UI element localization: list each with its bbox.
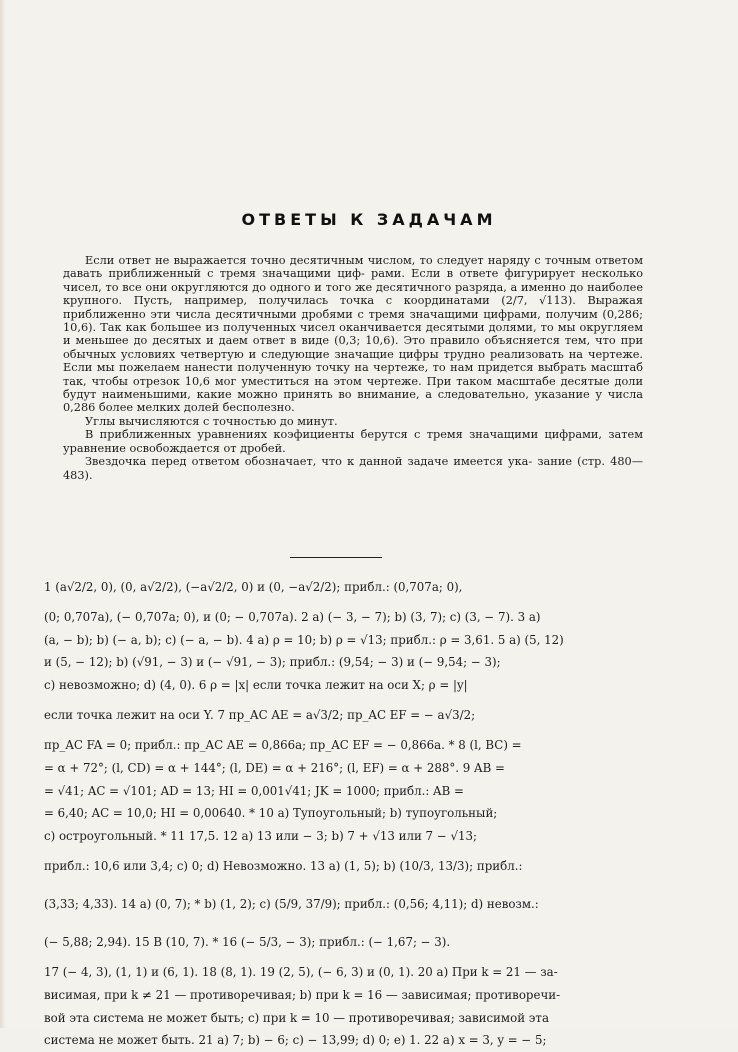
answer-line: и (5, − 12); b) (√91, − 3) и (− √91, − 3); прибл.: (9,54; − 3) и (− 9,54; − 3); (44, 655, 501, 670)
answer-line: c) остроугольный. * 11 17,5. 12 a) 13 или − 3; b) 7 + √13 или 7 − √13; (44, 828, 477, 843)
page-title: ОТВЕТЫ К ЗАДАЧАМ (241, 210, 497, 229)
answer-line: вой эта система не может быть; c) при k = 10 — противоречивая; зависимой эта (44, 1010, 549, 1025)
answer-line: (a, − b); b) (− a, b); c) (− a, − b). 4 a) ρ = 10; b) ρ = √13; прибл.: ρ = 3,61. 5 a) (5, 12) (44, 632, 564, 647)
answer-line: c) невозможно; d) (4, 0). 6 ρ = |x| если точка лежит на оси X; ρ = |y| (44, 677, 468, 692)
answer-line: (− 5,88; 2,94). 15 B (10, 7). * 16 (− 5/3, − 3); прибл.: (− 1,67; − 3). (44, 935, 451, 950)
intro-paragraph-3: В приближенных уравнениях коэфициенты берутся с тремя значащими цифрами, затем уравнение освобождается от дробей. (63, 428, 644, 455)
page-edge (0, 0, 6, 1028)
answers-block (44, 568, 646, 1052)
answer-line: = 6,40; AC = 10,0; HI = 0,00640. * 10 a) Тупоугольный; b) тупоугольный; (44, 806, 498, 821)
answer-line: висимая, при k ≠ 21 — противоречивая; b) при k = 16 — зависимая; противоречи- (44, 987, 561, 1002)
intro-text (63, 254, 643, 482)
answer-line: 17 (− 4, 3), (1, 1) и (6, 1). 18 (8, 1). 19 (2, 5), (− 6, 3) и (0, 1). 20 a) При k = 21 — за- (44, 965, 558, 980)
intro-paragraph-1: Если ответ не выражается точно десятичным числом, то следует наряду с точным ответом давать приближенный с тремя значащими циф- рами. Если в ответе фигурирует несколько чисел, то все они округляются до одного и того же десятичного разряда, а именно до наиболее крупного. Пусть, например, получилась точка с координатами (2/7, √113). Выражая приближенно эти числа десятичными дробями с тремя значащими цифрами, получим (0,286; 10,6). Так как большее из полученных чисел оканчивается десятыми долями, то мы округляем и меньшее до десятых и даем ответ в виде (0,3; 10,6). Это правило объясняется тем, что при обычных условиях четвертую и следующие значащие цифры трудно реализовать на чертеже. Если мы пожелаем нанести полученную точку на чертеже, то нам придется выбрать масштаб так, чтобы отрезок 10,6 мог уместиться на этом чертеже. При таком масштабе десятые доли будут наименьшими, какие можно принять во внимание, а следовательно, указание у числа 0,286 более мелких долей бесполезно. (63, 254, 644, 415)
answer-line: система не может быть. 21 a) 7; b) − 6; c) − 13,99; d) 0; e) 1. 22 a) x = 3, y = − 5; (44, 1033, 547, 1048)
answer-line: = √41; AC = √101; AD = 13; HI = 0,001√41; JK = 1000; прибл.: AB = (44, 783, 464, 798)
answer-line: 1 (a√2/2, 0), (0, a√2/2), (−a√2/2, 0) и (0, −a√2/2); прибл.: (0,707a; 0), (44, 580, 463, 594)
answer-line: прибл.: 10,6 или 3,4; c) 0; d) Невозможно. 13 a) (1, 5); b) (10/3, 13/3); прибл.: (44, 859, 523, 874)
intro-paragraph-2: Углы вычисляются с точностью до минут. (85, 414, 338, 428)
intro-paragraph-4: Звездочка перед ответом обозначает, что к данной задаче имеется ука- зание (стр. 480—483). (63, 455, 643, 482)
answer-line: пр_AC FA = 0; прибл.: пр_AC AE = 0,866a; пр_AC EF = − 0,866a. * 8 (l, BC) = (44, 738, 522, 753)
answer-line: (3,33; 4,33). 14 a) (0, 7); * b) (1, 2); c) (5/9, 37/9); прибл.: (0,56; 4,11); d) невозм.: (44, 897, 539, 912)
section-divider (290, 557, 382, 558)
answer-line: (0; 0,707a), (− 0,707a; 0), и (0; − 0,707a). 2 a) (− 3, − 7); b) (3, 7); c) (3, − 7). 3 a) (44, 610, 541, 624)
answer-line: если точка лежит на оси Y. 7 пр_AC AE = a√3/2; пр_AC EF = − a√3/2; (44, 708, 476, 723)
answer-line: = α + 72°; (l, CD) = α + 144°; (l, DE) = α + 216°; (l, EF) = α + 288°. 9 AB = (44, 760, 505, 775)
